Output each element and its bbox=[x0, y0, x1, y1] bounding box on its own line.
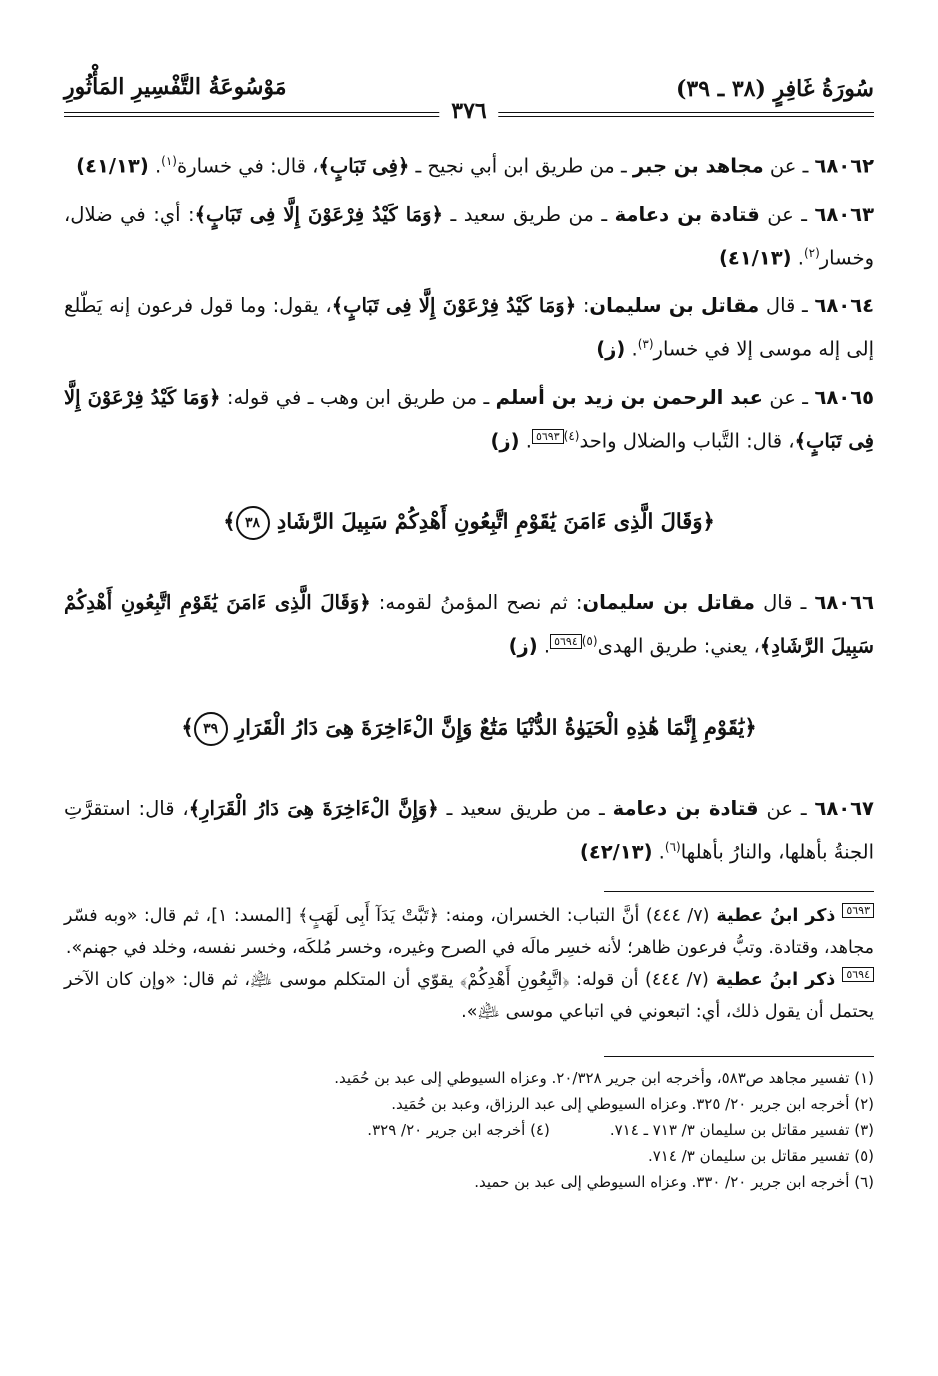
entry-text: ـ عن bbox=[759, 202, 815, 226]
entry-number: ٦٨٠٦٦ bbox=[814, 591, 874, 614]
quran-quote: ﴿فِى تَبَابٍ﴾ bbox=[318, 154, 410, 178]
commentary-5693 bbox=[64, 900, 874, 964]
entry-text: ـ عن bbox=[762, 385, 815, 409]
quran-quote: ﴿وَمَا كَيْدُ فِرْعَوْنَ إِلَّا فِى تَبَابٍ﴾ bbox=[194, 202, 443, 226]
ayah-number-icon: ٣٩ bbox=[194, 712, 228, 746]
commentary-text: (٧/ ٤٤٤) أن قوله: ﴿اتَّبِعُونِ أَهْدِكُمْ﴾ يقوّي أن المتكلم موسى ﵇، ثم قال: «وإن كان الآخر يحتمل أن يقول ذلك، أي: اتبعوني في اتباعي موسى ﵇». bbox=[64, 970, 874, 1022]
verse-close-bracket: ﴾ bbox=[223, 508, 236, 534]
narrator: مجاهد بن جبر bbox=[632, 154, 764, 178]
commentary-5694 bbox=[64, 964, 874, 1028]
entry-68063 bbox=[64, 196, 874, 278]
entry-number: ٦٨٠٦٢ bbox=[814, 154, 874, 178]
entry-text: ـ عن bbox=[763, 154, 815, 178]
volume-ref: (ز) bbox=[596, 337, 626, 361]
footnote-marker[interactable]: (١) bbox=[161, 154, 177, 168]
entry-number: ٦٨٠٦٥ bbox=[814, 385, 874, 409]
entry-68062 bbox=[64, 142, 874, 186]
book-title: مَوْسُوعَةُ التَّفْسِيرِ المَأْثُورِ bbox=[64, 74, 287, 100]
footnote-2: (٢) أخرجه ابن جرير ٢٠/ ٣٢٥. وعزاه السيوطي إلى عبد الرزاق، وعبد بن حُمَيد. bbox=[391, 1095, 874, 1113]
entry-text: : bbox=[576, 294, 590, 317]
commentary-text: (٧/ ٤٤٤) أنَّ التباب: الخسران، ومنه: ﴿تَبَّتْ يَدَآ أَبِى لَهَبٍ﴾ [المسد: ١]، ثم قال: «وبه فسّر مجاهد، وقتادة. وتبُّ فرعون ظاهر؛ لأنه خسِر مالَه في الصرح وغيره، وخسر مُلكَه، وخسر نفسه، وخلد في جهنم». bbox=[64, 906, 874, 958]
page-number: ٣٧٦ bbox=[439, 98, 498, 124]
footnotes bbox=[64, 1065, 874, 1195]
entry-text: . bbox=[537, 634, 551, 658]
verse-text: ﴿يَٰقَوْمِ إِنَّمَا هَٰذِهِ الْحَيَوٰةُ الدُّنْيَا مَتَٰعٌ وَإِنَّ الْءَاخِرَةَ هِىَ دَارُ الْقَرَارِ bbox=[234, 714, 757, 739]
entry-text: ـ قال bbox=[759, 294, 815, 317]
entry-text: ـ قال bbox=[755, 591, 815, 614]
volume-ref: (ز) bbox=[508, 634, 538, 658]
commentary-box-label: ٥٦٩٤ bbox=[842, 967, 874, 982]
commentary-section bbox=[64, 900, 874, 1028]
entry-text: ـ عن bbox=[758, 796, 815, 820]
commentary-box-ref[interactable]: ٥٦٩٣ bbox=[532, 429, 564, 444]
entry-text: . bbox=[519, 429, 532, 452]
narrator: مقاتل بن سليمان bbox=[589, 294, 760, 317]
entry-text: : ثم نصح المؤمنُ لقومه: bbox=[370, 591, 583, 614]
narrator: عبد الرحمن بن زيد بن أسلم bbox=[495, 385, 763, 409]
commentary-author: ذكر ابنُ عطية bbox=[708, 970, 843, 990]
footnote-marker[interactable]: (٦) bbox=[664, 839, 681, 854]
commentary-box-ref[interactable]: ٥٦٩٤ bbox=[550, 634, 582, 649]
footnote-marker[interactable]: (٣) bbox=[637, 337, 654, 351]
entry-text: ـ من طريق سعيد ـ bbox=[442, 202, 615, 226]
surah-title: سُورَةُ غَافِرٍ (٣٨ ـ ٣٩) bbox=[675, 76, 874, 102]
entry-text: : أي: في ضلال، وخسار bbox=[64, 202, 874, 269]
entry-text: ، قال: التَّباب والضلال واحد bbox=[579, 429, 795, 452]
footnote-marker[interactable]: (٥) bbox=[581, 634, 598, 648]
quran-quote: ﴿وَمَا كَيْدُ فِرْعَوْنَ إِلَّا فِى تَبَابٍ﴾ bbox=[331, 294, 577, 317]
entry-text: ـ من طريق ابن وهب ـ في قوله: bbox=[220, 385, 496, 409]
entry-text: ، قال: استقرَّتِ الجنةُ بأهلها، والنارُ بأهلها bbox=[64, 796, 874, 863]
entry-68065 bbox=[64, 379, 874, 461]
entry-text: ، قال: في خسارة bbox=[176, 154, 319, 178]
volume-ref: (ز) bbox=[490, 429, 520, 452]
page-header bbox=[64, 62, 874, 124]
entry-text: ، يقول: وما قول فرعون إنه يَطّلع إلى إله موسى إلا في خسار bbox=[64, 294, 874, 361]
footnote-marker[interactable]: (٤) bbox=[563, 428, 580, 443]
volume-ref: (٤١/١٣) bbox=[76, 154, 149, 178]
footnote-6: (٦) أخرجه ابن جرير ٢٠/ ٣٣٠. وعزاه السيوطي إلى عبد بن حميد. bbox=[474, 1173, 874, 1191]
commentary-author: ذكر ابنُ عطية bbox=[709, 906, 843, 926]
entry-68064 bbox=[64, 287, 874, 369]
verse-39 bbox=[64, 712, 874, 746]
entry-68066 bbox=[64, 584, 874, 666]
entry-number: ٦٨٠٦٣ bbox=[814, 202, 874, 226]
narrator: قتادة بن دعامة bbox=[612, 796, 759, 820]
entry-68067 bbox=[64, 790, 874, 872]
narrator: مقاتل بن سليمان bbox=[582, 591, 755, 614]
entries bbox=[64, 142, 874, 460]
narrator: قتادة بن دعامة bbox=[614, 202, 760, 226]
quran-quote: ﴿وَإِنَّ الْءَاخِرَةَ هِىَ دَارُ الْقَرَارِ﴾ bbox=[188, 796, 439, 820]
book-page bbox=[64, 62, 874, 1195]
footnote-1: (١) تفسير مجاهد ص٥٨٣، وأخرجه ابن جرير ٢٠/٣٢٨. وعزاه السيوطي إلى عبد بن حُمَيد. bbox=[334, 1069, 874, 1087]
quran-quote: ﴿وَمَا كَيْدُ فِرْعَوْنَ إِلَّا فِى تَبَابٍ﴾ bbox=[64, 385, 874, 452]
entry-number: ٦٨٠٦٤ bbox=[814, 294, 874, 317]
entry-text: ، يعني: طريق الهدى bbox=[597, 634, 760, 658]
entry-text: . bbox=[791, 246, 804, 269]
ayah-number-icon: ٣٨ bbox=[236, 506, 270, 540]
commentary-rule bbox=[604, 891, 874, 892]
entry-number: ٦٨٠٦٧ bbox=[814, 796, 874, 820]
footnote-marker[interactable]: (٢) bbox=[803, 245, 820, 260]
footnote-row bbox=[64, 1117, 874, 1143]
entry-text: ـ من طريق سعيد ـ bbox=[438, 796, 613, 820]
footnote-rule bbox=[604, 1056, 874, 1057]
verse-text: ﴿وَقَالَ الَّذِى ءَامَنَ يَٰقَوْمِ اتَّبِعُونِ أَهْدِكُمْ سَبِيلَ الرَّشَادِ bbox=[276, 508, 715, 534]
footnote-3: (٣) تفسير مقاتل بن سليمان ٣/ ٧١٣ ـ ٧١٤. bbox=[609, 1121, 874, 1139]
commentary-box-label: ٥٦٩٣ bbox=[842, 903, 874, 918]
verse-close-bracket: ﴾ bbox=[181, 714, 194, 739]
entry-text: . bbox=[625, 337, 638, 361]
entry-text: . bbox=[652, 840, 665, 863]
entry-text: ـ من طريق ابن أبي نجيح ـ bbox=[409, 154, 633, 178]
volume-ref: (٤٢/١٣) bbox=[579, 840, 653, 863]
footnote-5: (٥) تفسير مقاتل بن سليمان ٣/ ٧١٤. bbox=[647, 1147, 874, 1165]
footnote-4: (٤) أخرجه ابن جرير ٢٠/ ٣٢٩. bbox=[367, 1121, 550, 1139]
volume-ref: (٤١/١٣) bbox=[718, 246, 792, 269]
verse-38 bbox=[64, 506, 874, 540]
quran-quote: ﴿وَقَالَ الَّذِى ءَامَنَ يَٰقَوْمِ اتَّبِعُونِ أَهْدِكُمْ سَبِيلَ الرَّشَادِ﴾ bbox=[64, 591, 874, 658]
entry-text: . bbox=[148, 154, 162, 178]
